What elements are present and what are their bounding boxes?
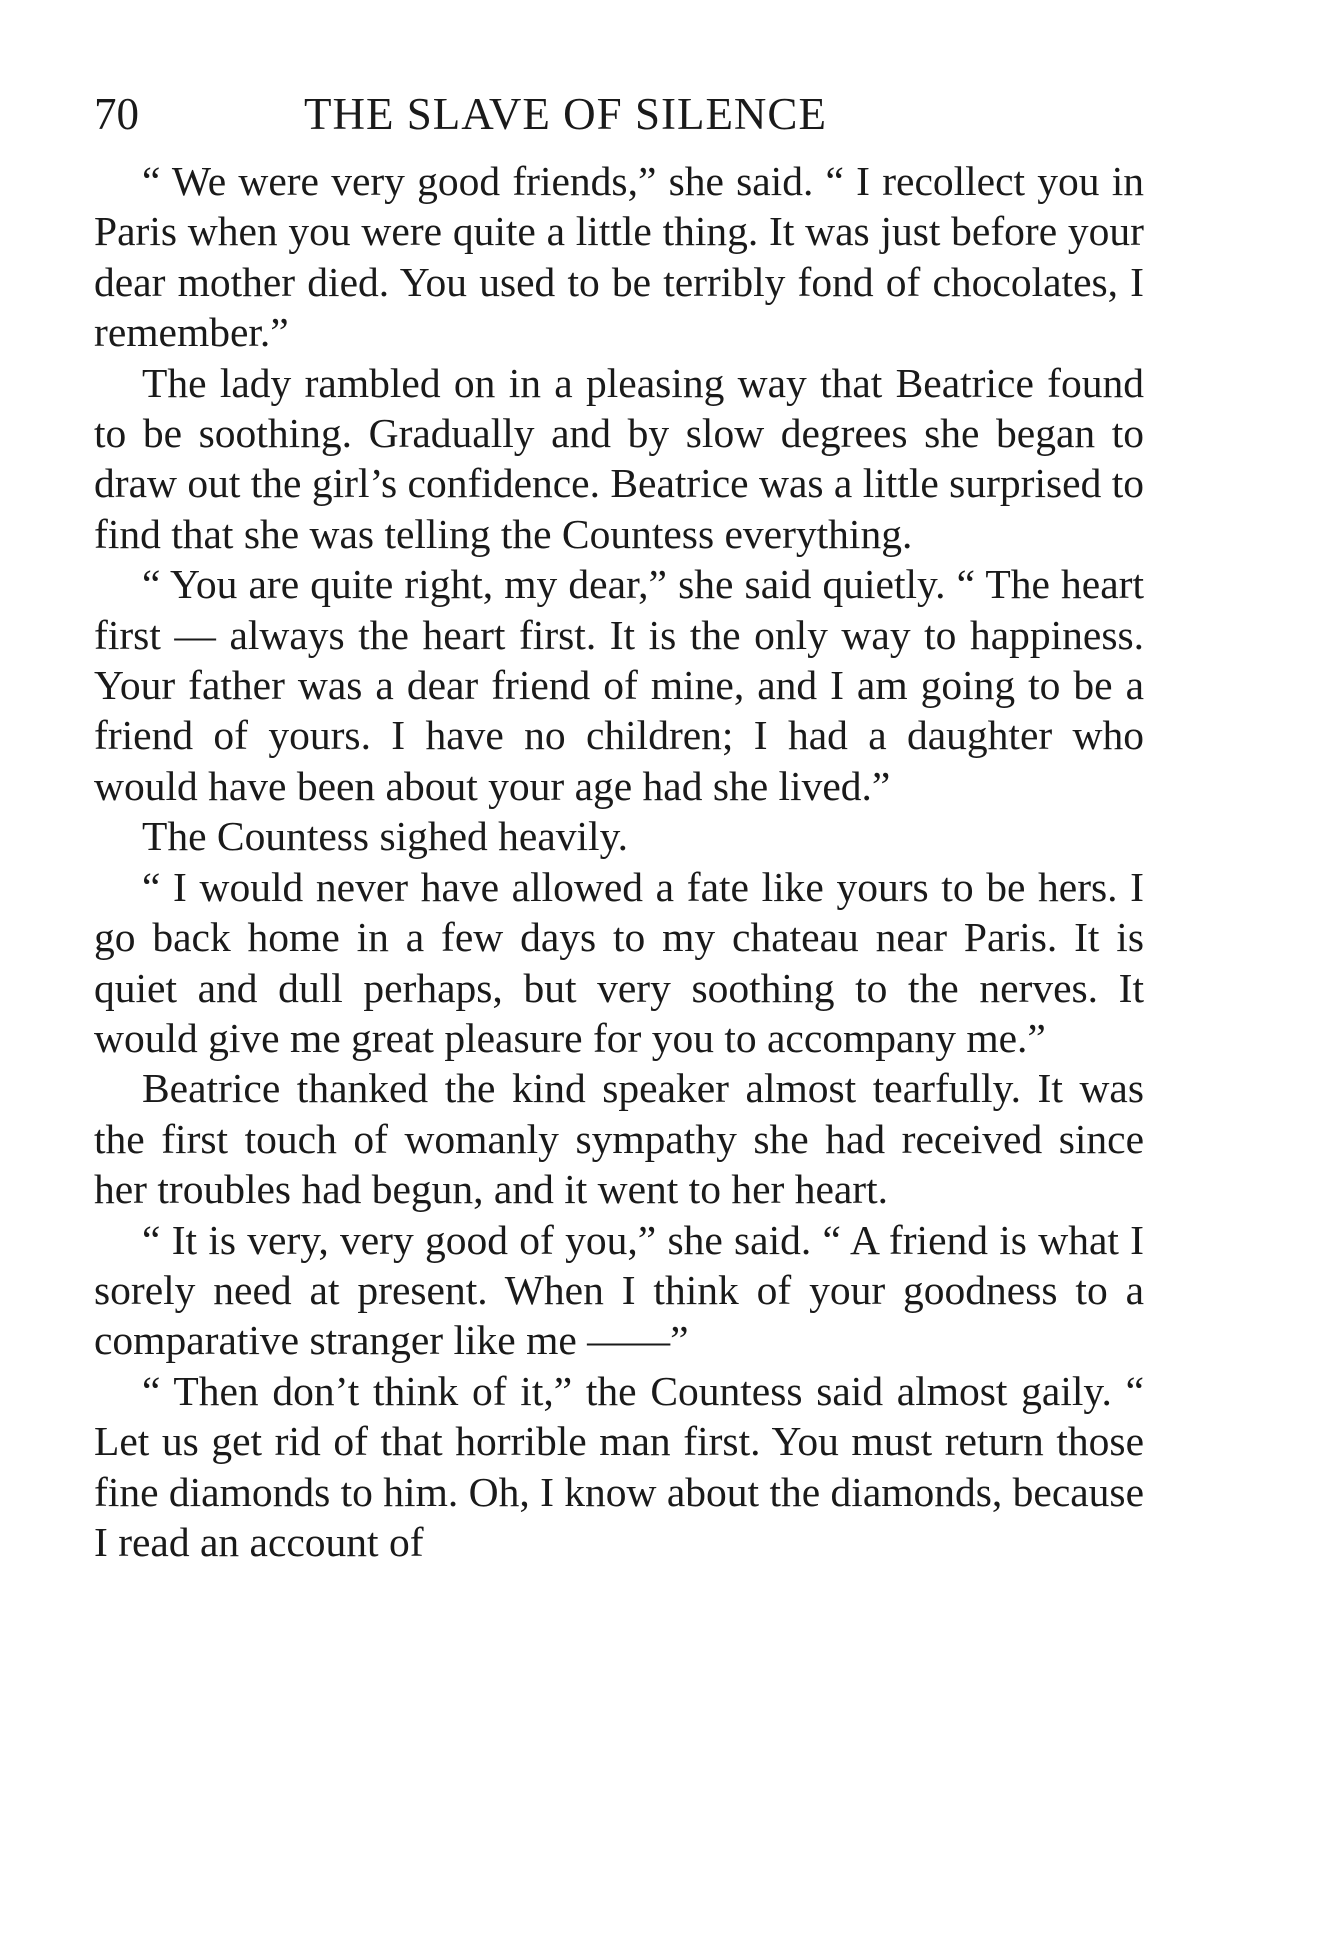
page-header <box>94 86 1144 142</box>
paragraph: “ I would never have allowed a fate like yours to be hers. I go back home in a few days to my chateau near Paris. It is quiet and dull perhaps, but very soothing to the nerves. It would give me great pleasure for you to accompany me.” <box>94 863 1144 1061</box>
paragraph: “ You are quite right, my dear,” she said quietly. “ The heart first — always the heart first. It is the only way to happiness. Your father was a dear friend of mine, and I am going to be a friend of yours. I have no children; I had a daughter who would have been about your age had she lived.” <box>94 561 1144 809</box>
paragraph: “ Then don’t think of it,” the Countess said almost gaily. “ Let us get rid of that horrible man first. You must return those fine diamonds to him. Oh, I know about the diamonds, because I read an account of <box>94 1367 1144 1565</box>
paragraph: The lady rambled on in a pleasing way that Beatrice found to be soothing. Gradually and by slow degrees she began to draw out the girl’s confidence. Beatrice was a little surprised to find that she was telling the Countess everything. <box>94 359 1144 557</box>
paragraph: “ It is very, very good of you,” she said. “ A friend is what I sorely need at present. When I think of your goodness to a comparative stranger like me ——” <box>94 1216 1144 1364</box>
paragraph: The Countess sighed heavily. <box>142 813 629 860</box>
body-text <box>94 156 1144 1567</box>
paragraph: “ We were very good friends,” she said. “ I recollect you in Paris when you were quite a little thing. It was just before your dear mother died. You used to be terribly fond of chocolates, I remember.” <box>94 158 1144 356</box>
book-page <box>94 86 1144 1567</box>
page-number: 70 <box>94 89 139 139</box>
paragraph: Beatrice thanked the kind speaker almost tearfully. It was the first touch of womanly sympathy she had received since her troubles had begun, and it went to her heart. <box>94 1065 1144 1213</box>
running-head: THE SLAVE OF SILENCE <box>304 89 827 139</box>
